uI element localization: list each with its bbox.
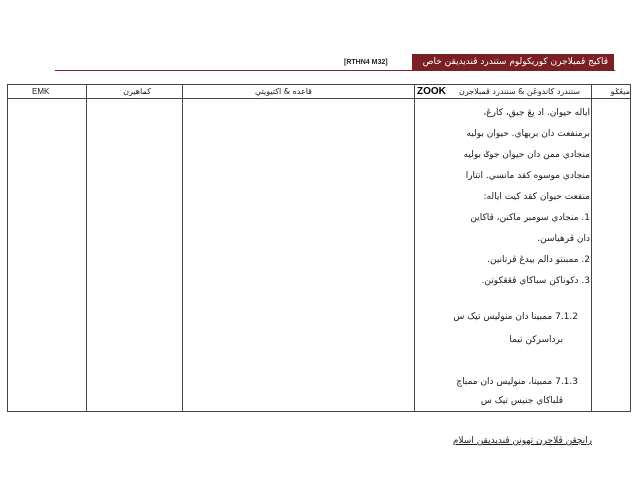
header-overlap-glyphs: ZOOK <box>417 86 446 97</box>
header-divider <box>55 70 615 71</box>
header-kaedah-aktiviti: قاعده & اکتيويتي <box>254 87 312 96</box>
header-title-banner: ڤاکيج ڤمبلاجرن کوريکولوم ستندرد ڤنديديقن خاص <box>412 54 614 70</box>
content-line: برمنفعت دان بربهاي. حيوان بوليه <box>466 129 590 139</box>
content-line: اياله حيوان. اد يڠ جيق، کارڠ، <box>483 108 590 118</box>
header-minggu: ميڠݢو <box>610 87 630 96</box>
header-kemahiran: کماهيرن <box>123 87 151 96</box>
list-item: 1. منجادي سومبر ماکنن، ڤاکاين <box>470 213 590 223</box>
list-item-continuation: دان ڤرهياسن. <box>537 234 590 244</box>
standard-item-712: 7.1.2 ممبينا دان منوليس تيک س <box>453 312 578 322</box>
list-item: 3. دکوناکن سباکاي ڤڠڠکوتن. <box>481 276 590 286</box>
standard-item-712-cont: برداسرکن تيما <box>509 335 563 345</box>
column-divider <box>182 85 183 411</box>
document-code: [RTHN4 M32] <box>344 59 388 66</box>
column-divider <box>414 85 415 411</box>
content-line: منجادي ممن دان حيوان جوݢ بوليه <box>463 150 590 160</box>
content-line: منجادي موسوه کقد مانسي. انتارا <box>465 171 590 181</box>
header-emk: EMK <box>32 87 50 96</box>
column-divider <box>86 85 87 411</box>
standard-item-713-cont: ڤلباکاي جنيس تيک س <box>480 396 563 406</box>
standard-item-713: 7.1.3 ممبينا، منوليس دان ممباچ <box>456 377 578 387</box>
header-standard: ستندرد کاندوڠن & ستندرد ڤمبلاجرن <box>459 87 580 96</box>
footer-title: رانچڠن ڤلاجرن تهونن ڤنديديقن اسلام <box>452 436 592 446</box>
list-item: 2. ممبنتو دالم بيدڠ ڤرتانين. <box>487 255 590 265</box>
lesson-plan-table <box>7 84 631 412</box>
content-line: منفعت حيوان کقد کيت اياله: <box>483 192 590 202</box>
column-divider <box>591 85 592 411</box>
